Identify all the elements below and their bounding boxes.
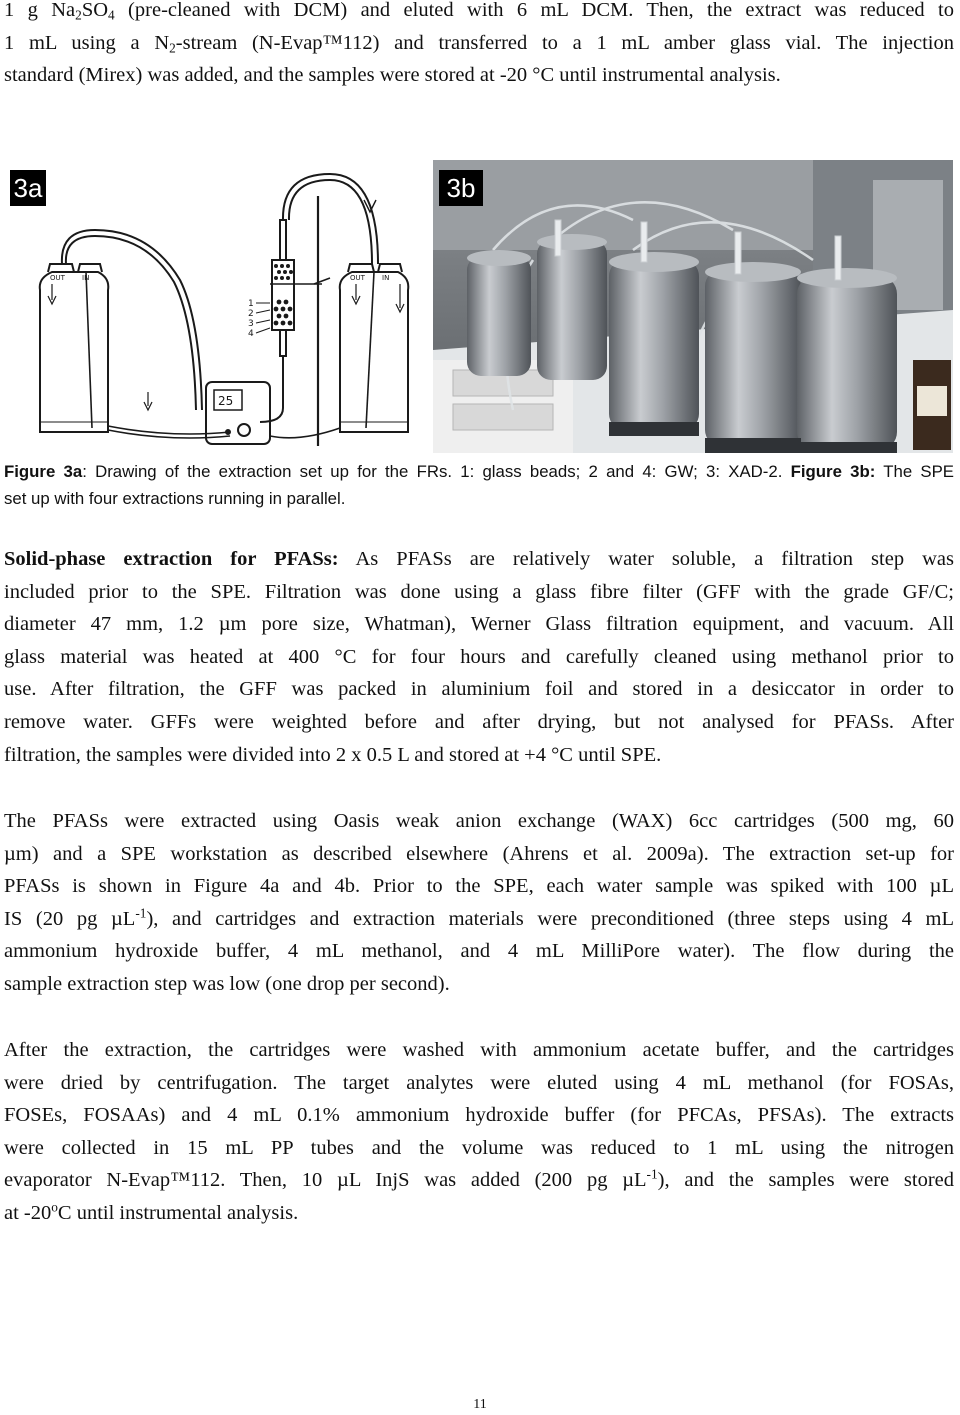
figure-caption — [4, 458, 954, 512]
p1-line-7: filtration, the samples were divided into 2 x 0.5 L and stored at +4 °C until SPE. — [4, 743, 662, 766]
page-number: 11 — [473, 1397, 487, 1412]
pump-display: 25 — [218, 394, 234, 408]
p1-line-6: remove water. GFFs were weighted before and after drying, but not analysed for PFASs. After — [4, 710, 954, 733]
figure-3a-drawing — [0, 160, 432, 452]
caption-line-2: set up with four extractions running in parallel. — [4, 489, 346, 508]
caption-line-1: Figure 3a: Drawing of the extraction set up for the FRs. 1: glass beads; 2 and 4: GW; 3: XAD-2. Figure 3b: The SPE — [4, 462, 954, 481]
p2-line-2: µm) and a SPE workstation as described elsewhere (Ahrens et al. 2009a). The extraction set-up for — [4, 842, 954, 865]
pfas-extraction-paragraph — [4, 805, 954, 1001]
p3-line-1: After the extraction, the cartridges were washed with ammonium acetate buffer, and the cartridges — [4, 1039, 954, 1061]
intro-line-1: 1 g $Na_2SO_4$ (pre-cleaned with DCM) and eluted with 6 mL DCM. Then, the extract was reduced to — [4, 0, 955, 23]
pfas-spe-paragraph — [4, 543, 954, 771]
drawing-label-4: 4 — [248, 329, 254, 339]
intro-line-2: 1 mL using a $N_2$-stream (N-Evap™112) and transferred to a 1 mL amber glass vial. The injection — [4, 31, 954, 55]
p3-line-5: evaporator N-Evap™112. Then, 10 µL InjS was added (200 pg µL$^{-1}$), and the samples were stored — [4, 1167, 954, 1192]
drawing-label-3: 3 — [248, 319, 254, 329]
drawing-label-out-right: OUT — [350, 274, 365, 282]
figure-3b-photo — [433, 160, 953, 453]
spe-setup-photo — [433, 160, 953, 453]
drawing-label-in-left: IN — [82, 274, 90, 282]
p2-line-1: The PFASs were extracted using Oasis weak anion exchange (WAX) 6cc cartridges (500 mg, 60 — [4, 810, 954, 832]
intro-line-3: standard (Mirex) was added, and the samples were stored at -20 °C until instrumental analysis. — [4, 64, 781, 87]
p3-line-4: were collected in 15 mL PP tubes and the volume was reduced to 1 mL using the nitrogen — [4, 1136, 954, 1159]
intro-paragraph — [4, 0, 954, 92]
p1-line-3: diameter 47 mm, 1.2 µm pore size, Whatman), Werner Glass filtration equipment, and vacuum. All — [4, 613, 954, 636]
section-heading: Solid-phase extraction for PFASs: — [4, 548, 339, 570]
p2-line-4: IS (20 pg µL$^{-1}$), and cartridges and extraction materials were preconditioned (three steps using 4 mL — [4, 905, 955, 930]
figure-label-3b: 3b — [439, 170, 483, 206]
extraction-setup-drawing — [0, 160, 432, 452]
p3-line-3: FOSEs, FOSAAs) and 4 mL 0.1% ammonium hydroxide buffer (for PFCAs, PFSAs). The extracts — [4, 1104, 954, 1127]
p1-line-4: glass material was heated at 400 °C for four hours and carefully cleaned using methanol prior to — [4, 645, 954, 668]
p3-line-6: at -20$^o$C until instrumental analysis. — [4, 1199, 299, 1224]
p3-line-2: were dried by centrifugation. The target analytes were eluted using 4 mL methanol (for FOSAs, — [4, 1071, 954, 1094]
drawing-label-out-left: OUT — [50, 274, 65, 282]
p2-line-3: PFASs is shown in Figure 4a and 4b. Prior to the SPE, each water sample was spiked with 100 µL — [4, 875, 954, 898]
p1-line-2: included prior to the SPE. Filtration was done using a glass fibre filter (GFF with the grade GF/C; — [4, 580, 954, 603]
drawing-label-in-right: IN — [382, 274, 390, 282]
p1-line-1: Solid-phase extraction for PFASs: As PFASs are relatively water soluble, a filtration step was — [4, 548, 954, 570]
p2-line-5: ammonium hydroxide buffer, 4 mL methanol, and 4 mL MilliPore water). The flow during the — [4, 940, 954, 963]
elution-paragraph — [4, 1034, 954, 1230]
p1-line-5: use. After filtration, the GFF was packed in aluminium foil and stored in a desiccator in order to — [4, 678, 954, 701]
drawing-label-1: 1 — [248, 299, 254, 309]
p2-line-6: sample extraction step was low (one drop per second). — [4, 972, 450, 995]
figure-label-3a: 3a — [10, 170, 46, 206]
drawing-label-2: 2 — [248, 309, 254, 319]
